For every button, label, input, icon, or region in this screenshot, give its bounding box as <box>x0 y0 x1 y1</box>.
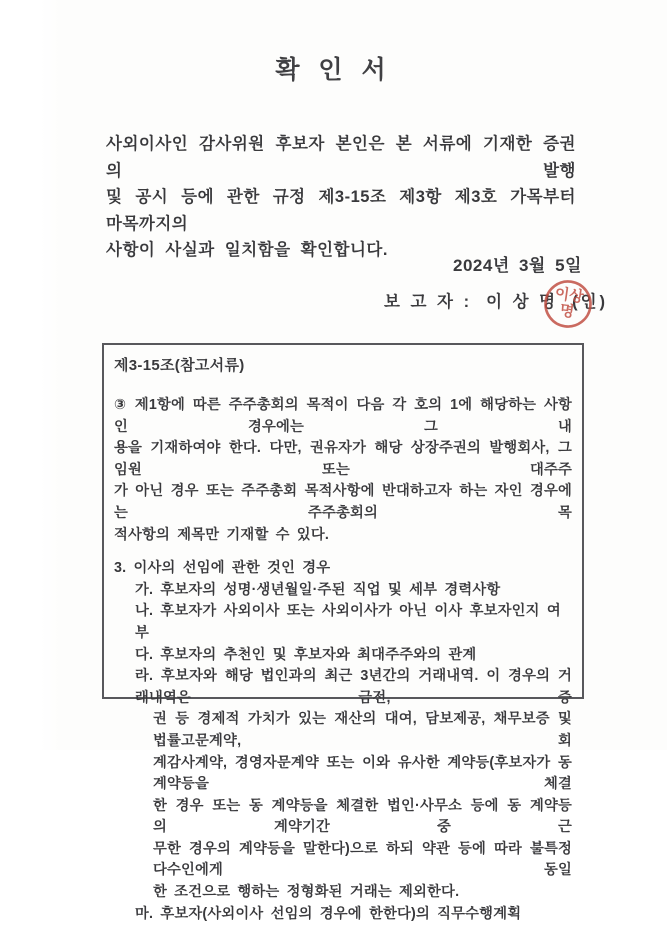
clause-line: ③ 제1항에 따른 주주총회의 목적이 다음 각 호의 1에 해당하는 사항인 경우에는 그 내 <box>114 397 572 435</box>
reporter-name: 이 상 명 <box>486 293 559 311</box>
reference-clause-box <box>102 343 584 922</box>
confirmation-line: 사항이 사실과 일치함을 확인합니다. <box>106 241 388 259</box>
list-item-ra-line: 한 조건으로 행하는 정형화된 거래는 제외한다. <box>153 884 460 901</box>
clause-line: 가 아닌 경우 또는 주주총회 목적사항에 반대하고자 하는 자인 경우에는 주주총회의 목 <box>114 483 572 521</box>
confirmation-line: 및 공시 등에 관한 규정 제3-15조 제3항 제3호 가목부터 마목까지의 <box>106 188 576 233</box>
list-item-ra-line: 한 경우 또는 동 계약등을 체결한 법인·사무소 등에 동 계약등의 계약기간 중 근 <box>153 797 572 836</box>
list-item-da: 다. 후보자의 추천인 및 후보자와 최대주주와의 관계 <box>135 646 477 663</box>
list-item-ma: 마. 후보자(사외이사 선임의 경우에 한한다)의 직무수행계획 <box>135 905 522 922</box>
list-item-na: 나. 후보자가 사외이사 또는 사외이사가 아닌 이사 후보자인지 여부 <box>135 603 561 641</box>
clause-line: 적사항의 제목만 기재할 수 있다. <box>114 526 329 543</box>
confirmation-line: 사외이사인 감사위원 후보자 본인은 본 서류에 기재한 증권의 발행 <box>106 135 576 180</box>
seal-mark-label: (인) <box>572 293 609 311</box>
document-date: 2024년 3월 5일 <box>453 256 582 275</box>
list-item-ga: 가. 후보자의 성명·생년월일·주된 직업 및 세부 경력사항 <box>135 581 501 598</box>
spacer <box>114 546 572 558</box>
list-item-ra-line: 계감사계약, 경영자문계약 또는 이와 유사한 계약등(후보자가 동 계약등을 체결 <box>153 754 572 793</box>
list-item-ra-line: 라. 후보자와 해당 법인과의 최근 3년간의 거래내역. 이 경우의 거래내역은 금전, 증 <box>135 668 572 706</box>
clause-section-3 <box>114 558 572 925</box>
reporter-line <box>384 288 608 312</box>
clause-box-header: 제3-15조(참고서류) <box>114 357 245 374</box>
clause-paragraph-3 <box>114 395 572 546</box>
document-title: 확 인 서 <box>275 56 392 84</box>
section-title: 3. 이사의 선임에 관한 것인 경우 <box>114 560 331 577</box>
confirmation-paragraph <box>106 131 576 264</box>
seal-text-line1: 이상 <box>553 286 585 307</box>
clause-line: 용을 기재하여야 한다. 다만, 권유자가 해당 상장주권의 발행회사, 그 임원 또는 대주주 <box>114 440 572 478</box>
seal-text-line2: 명 <box>558 302 576 321</box>
list-item-ra-line: 무한 경우의 계약등을 말한다)으로 하되 약관 등에 따라 불특정다수인에게 동일 <box>153 840 572 879</box>
reporter-label: 보 고 자 : <box>384 293 473 311</box>
list-item-ra-line: 권 등 경제적 가치가 있는 재산의 대여, 담보제공, 채무보증 및 법률고문계약, 회 <box>153 711 572 749</box>
